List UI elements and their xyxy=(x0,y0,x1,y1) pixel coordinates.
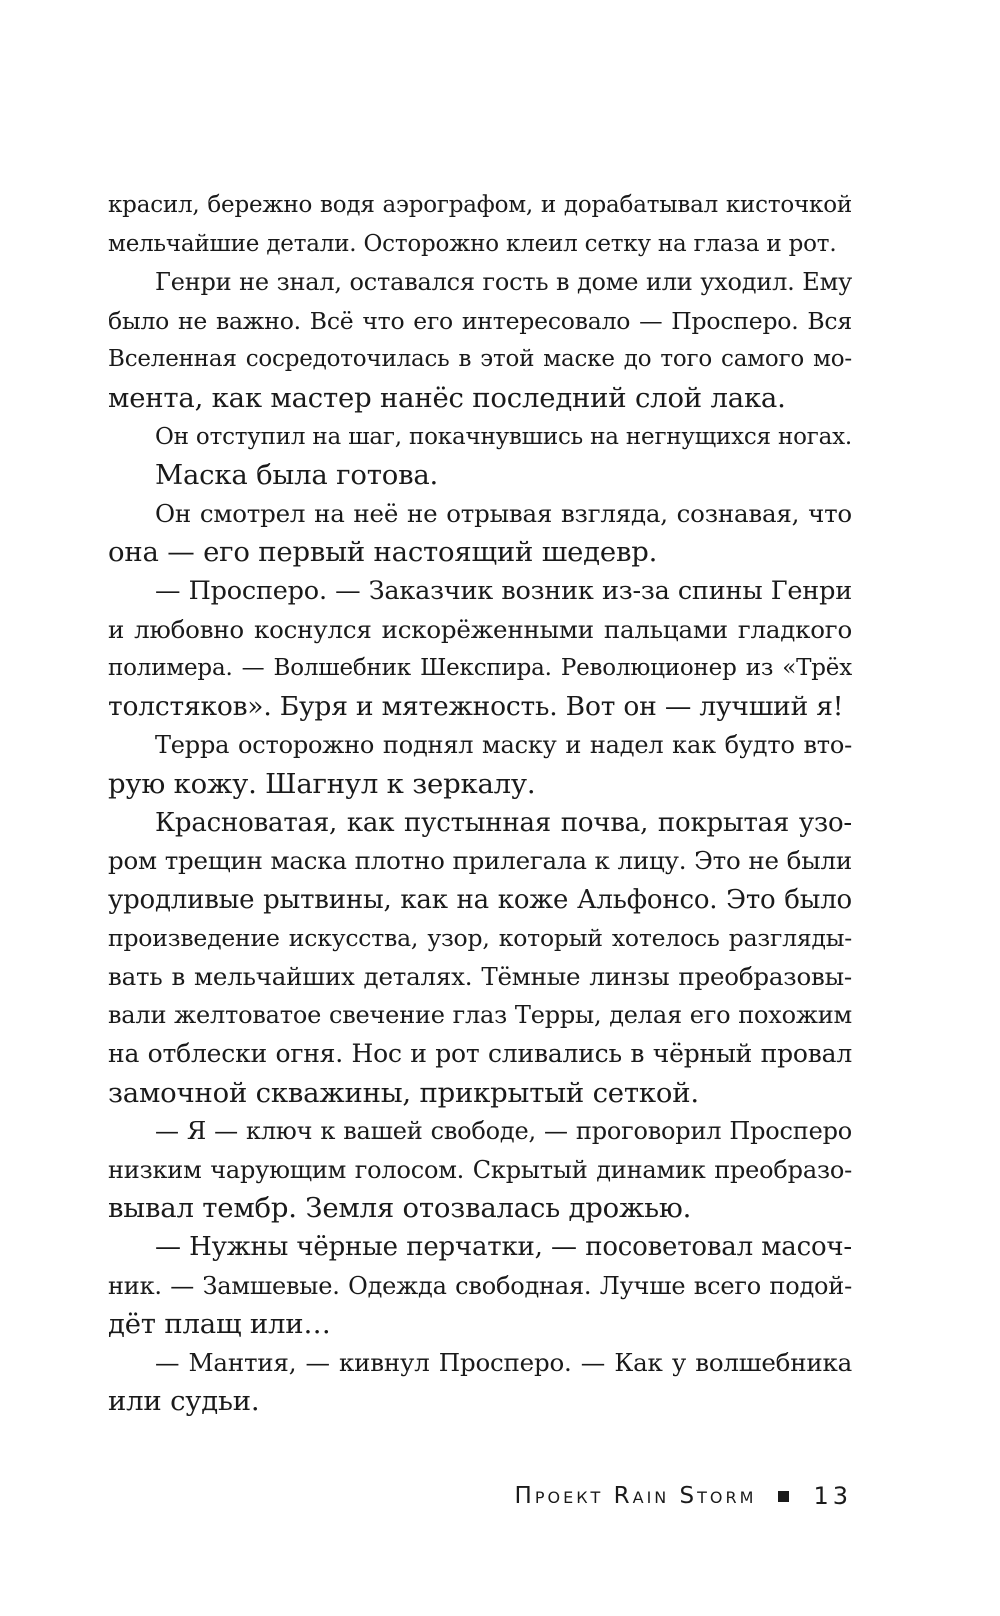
text-line: на отблески огня. Нос и рот сливались в чёрный провал xyxy=(108,1039,852,1069)
page-footer xyxy=(440,1476,852,1516)
text-line: Красноватая, как пустынная почва, покрытая узо- xyxy=(155,807,852,838)
text-line: ром трещин маска плотно прилегала к лицу. Это не были xyxy=(108,846,852,876)
text-line: толстяков». Буря и мятежность. Вот он — лучший я! xyxy=(108,690,844,722)
separator-square-icon xyxy=(778,1491,789,1502)
text-line: — Я — ключ к вашей свободе, — проговорил Просперо xyxy=(155,1117,852,1146)
text-line: вать в мельчайших деталях. Тёмные линзы преобразовы- xyxy=(108,961,852,991)
page-number: 13 xyxy=(813,1482,852,1510)
text-line: ник. — Замшевые. Одежда свободная. Лучше всего подой- xyxy=(108,1271,852,1300)
text-line: рую кожу. Шагнул к зеркалу. xyxy=(108,767,536,800)
text-line: замочной скважины, прикрытый сеткой. xyxy=(108,1076,699,1109)
text-line: мента, как мастер нанёс последний слой лака. xyxy=(108,381,786,414)
text-line: было не важно. Всё что его интересовало — Просперо. Вся xyxy=(108,306,852,335)
text-line: дёт плащ или… xyxy=(108,1308,331,1341)
text-line: уродливые рытвины, как на коже Альфонсо. Это было xyxy=(108,884,852,915)
text-line: Вселенная сосредоточилась в этой маске до того самого мо- xyxy=(108,346,852,373)
text-line: Терра осторожно поднял маску и надел как будто вто- xyxy=(155,731,852,760)
text-line: полимера. — Волшебник Шекспира. Революционер из «Трёх xyxy=(108,655,852,682)
text-line: вывал тембр. Земля отозвалась дрожью. xyxy=(108,1192,692,1225)
text-line: Он отступил на шаг, покачнувшись на негнущихся ногах. xyxy=(155,423,852,450)
text-line: — Нужны чёрные перчатки, — посоветовал масоч- xyxy=(155,1232,852,1263)
text-line: низким чарующим голосом. Скрытый динамик преобразо- xyxy=(108,1155,852,1184)
text-line: — Просперо. — Заказчик возник из-за спины Генри xyxy=(155,575,852,606)
text-line: или судьи. xyxy=(108,1385,260,1418)
text-line: мельчайшие детали. Осторожно клеил сетку на глаза и рот. xyxy=(108,230,837,257)
text-line: произведение искусства, узор, который хотелось разгляды- xyxy=(108,924,852,953)
text-line: Он смотрел на неё не отрывая взгляда, сознавая, что xyxy=(155,498,852,528)
text-line: — Мантия, — кивнул Просперо. — Как у волшебника xyxy=(155,1347,852,1377)
running-title: Проект Rain Storm xyxy=(514,1483,757,1509)
text-line: Маска была готова. xyxy=(155,459,439,492)
text-line: она — его первый настоящий шедевр. xyxy=(108,536,658,569)
text-line: Генри не знал, оставался гость в доме или уходил. Ему xyxy=(155,268,852,297)
text-line: красил, бережно водя аэрографом, и дорабатывал кисточкой xyxy=(108,192,852,218)
text-line: и любовно коснулся искорёженными пальцами гладкого xyxy=(108,614,852,644)
text-line: вали желтоватое свечение глаз Терры, делая его похожим xyxy=(108,1001,852,1030)
body-text xyxy=(108,186,852,1421)
